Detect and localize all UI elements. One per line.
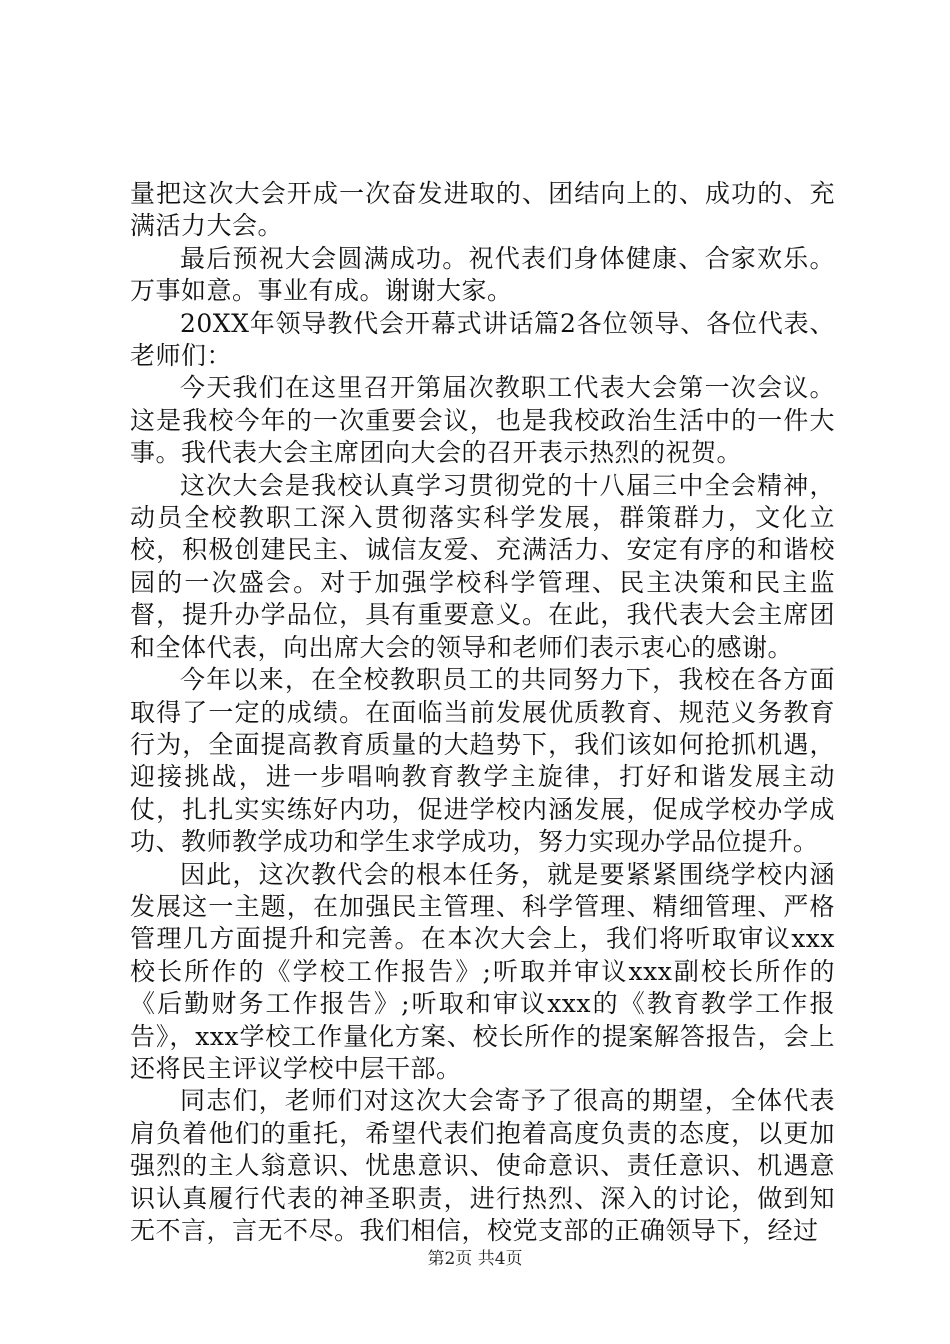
paragraph-speech-heading: 20XX年领导教代会开幕式讲话篇2各位领导、各位代表、老师们： <box>130 308 835 371</box>
paragraph-main-tasks: 因此，这次教代会的根本任务，就是要紧紧围绕学校内涵发展这一主题，在加强民主管理、科学管理、精细管理、严格管理几方面提升和完善。在本次大会上，我们将听取审议xxx校长所作的《学校工作报告》;听取并审议xxx副校长所作的《后勤财务工作报告》;听取和审议xxx的《教育教学工作报告》，xxx学校工作量化方案、校长所作的提案解答报告，会上还将民主评议学校中层干部。 <box>130 859 835 1083</box>
paragraph-closing-wishes: 最后预祝大会圆满成功。祝代表们身体健康、合家欢乐。万事如意。事业有成。谢谢大家。 <box>130 243 835 306</box>
paragraph-expectations: 同志们，老师们对这次大会寄予了很高的期望，全体代表肩负着他们的重托，希望代表们抱着高度负责的态度，以更加强烈的主人翁意识、忧患意识、使命意识、责任意识、机遇意识认真履行代表的神圣职责，进行热烈、深入的讨论，做到知无不言，言无不尽。我们相信，校党支部的正确领导下，经过 <box>130 1086 835 1245</box>
paragraph-achievements: 今年以来，在全校教职员工的共同努力下，我校在各方面取得了一定的成绩。在面临当前发展优质教育、规范义务教育行为，全面提高教育质量的大趋势下，我们该如何抢抓机遇，迎接挑战，进一步唱响教育教学主旋律，打好和谐发展主动仗，扎扎实实练好内功，促进学校内涵发展，促成学校办学成功、教师教学成功和学生求学成功，努力实现办学品位提升。 <box>130 665 835 857</box>
paragraph-meeting-significance: 这次大会是我校认真学习贯彻党的十八届三中全会精神，动员全校教职工深入贯彻落实科学发展，群策群力，文化立校，积极创建民主、诚信友爱、充满活力、安定有序的和谐校园的一次盛会。对于加强学校科学管理、民主决策和民主监督，提升办学品位，具有重要意义。在此，我代表大会主席团和全体代表，向出席大会的领导和老师们表示衷心的感谢。 <box>130 470 835 662</box>
paragraph-meeting-opening: 今天我们在这里召开第届次教职工代表大会第一次会议。这是我校今年的一次重要会议，也是我校政治生活中的一件大事。我代表大会主席团向大会的召开表示热烈的祝贺。 <box>130 373 835 468</box>
paragraph-continuation: 量把这次大会开成一次奋发进取的、团结向上的、成功的、充满活力大会。 <box>130 179 835 241</box>
page-footer: 第2页 共4页 <box>427 1249 523 1269</box>
body-text <box>130 178 835 1247</box>
